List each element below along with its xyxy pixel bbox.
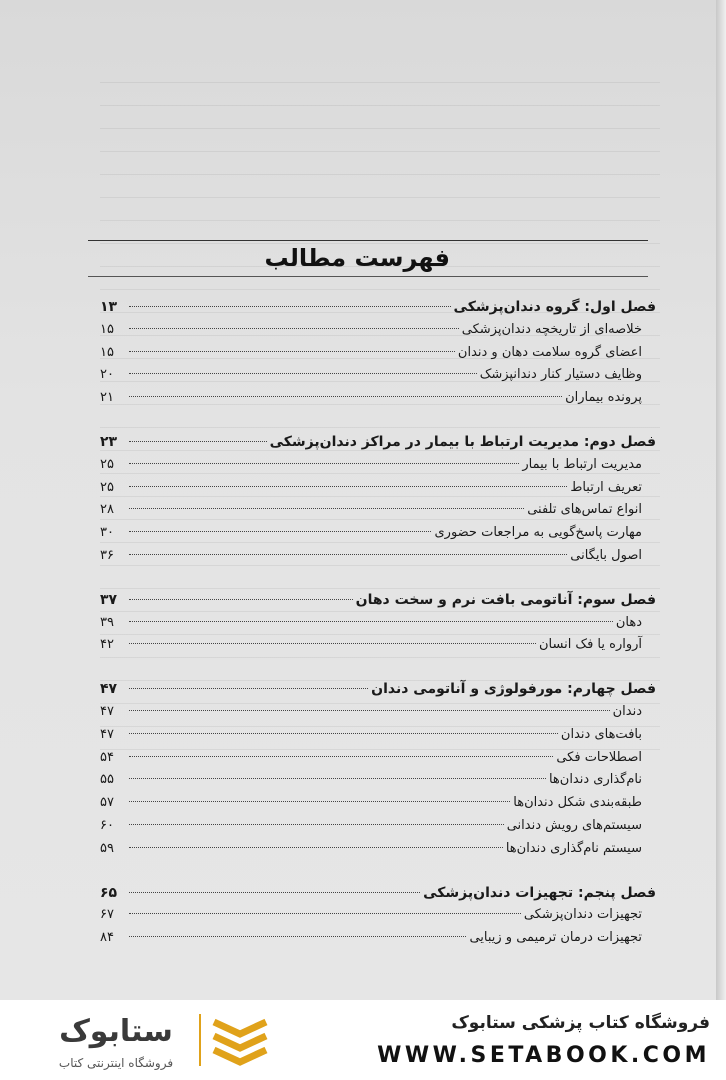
section-row[interactable] [100, 815, 656, 838]
chapter-title: فصل سوم: آناتومی بافت نرم و سخت دهان [355, 591, 656, 608]
page-number: ۱۳ [100, 299, 118, 315]
section-row[interactable] [100, 634, 656, 657]
section-row[interactable] [100, 724, 656, 747]
section-row[interactable] [100, 454, 656, 477]
store-logo-subtitle: فروشگاه اینترنتی کتاب [58, 1056, 174, 1070]
section-title: دهان [615, 614, 642, 630]
toc-title: فهرست مطالب [264, 244, 450, 272]
page-number: ۳۷ [100, 591, 118, 608]
chapter-title: فصل اول: گروه دندان‌پزشکی [453, 299, 656, 315]
section-row[interactable] [100, 747, 656, 770]
dot-leader [129, 709, 610, 711]
section-title: نام‌گذاری دندان‌ها [548, 772, 642, 788]
page-number: ۳۰ [100, 525, 114, 541]
section-title: تعریف ارتباط [570, 479, 642, 495]
page-number: ۴۲ [100, 637, 114, 653]
chapter-row[interactable] [100, 678, 656, 701]
page-number: ۲۸ [100, 502, 114, 518]
dot-leader [129, 755, 553, 757]
dot-leader [129, 507, 524, 509]
page-number: ۲۰ [100, 367, 114, 383]
store-logo-wordmark[interactable]: ستابوک [59, 1014, 173, 1049]
dot-leader [129, 891, 420, 893]
dot-leader [129, 687, 368, 689]
dot-leader [129, 327, 459, 329]
page-number: ۴۷ [100, 681, 118, 698]
section-row[interactable] [100, 477, 656, 500]
page-number: ۲۱ [100, 390, 114, 406]
section-row[interactable] [100, 927, 656, 950]
store-url-link[interactable]: WWW.SETABOOK.COM [377, 1043, 710, 1068]
page-number: ۱۵ [100, 321, 114, 337]
page-number: ۲۵ [100, 479, 114, 495]
dot-leader [129, 620, 613, 622]
page-number: ۱۵ [100, 344, 114, 360]
section-title: بافت‌های دندان [560, 726, 642, 742]
section-row[interactable] [100, 342, 656, 365]
dot-leader [129, 350, 455, 352]
section-title: تجهیزات دندان‌پزشکی [523, 907, 642, 923]
dot-leader [129, 642, 536, 644]
section-title: دندان [612, 703, 642, 719]
dot-leader [129, 462, 519, 464]
chapter-group [100, 431, 656, 568]
title-rule-bottom [88, 276, 648, 277]
dot-leader [129, 553, 567, 555]
section-row[interactable] [100, 387, 656, 410]
table-of-contents [100, 296, 656, 971]
dot-leader [129, 846, 503, 848]
chapter-title: فصل پنجم: تجهیزات دندان‌پزشکی [423, 884, 656, 901]
dot-leader [129, 800, 510, 802]
page-edge-shadow [716, 0, 726, 1000]
section-title: طبقه‌بندی شکل دندان‌ها [513, 795, 642, 811]
page-number: ۶۵ [100, 884, 118, 901]
section-title: اعضای گروه سلامت دهان و دندان [457, 344, 642, 360]
dot-leader [129, 598, 353, 600]
chapter-group [100, 296, 656, 410]
section-title: انواع تماس‌های تلفنی [527, 502, 642, 518]
dot-leader [129, 485, 567, 487]
dot-leader [129, 732, 558, 734]
page-number: ۲۳ [100, 433, 118, 450]
chapter-group [100, 882, 656, 950]
chapter-row[interactable] [100, 882, 656, 905]
store-banner [0, 1000, 726, 1080]
dot-leader [129, 372, 477, 374]
section-title: خلاصه‌ای از تاریخچه دندان‌پزشکی [461, 321, 642, 337]
dot-leader [129, 440, 267, 442]
section-row[interactable] [100, 499, 656, 522]
page-number: ۳۹ [100, 614, 114, 630]
page-number: ۴۷ [100, 703, 114, 719]
page-number: ۵۷ [100, 795, 114, 811]
dot-leader [129, 305, 451, 307]
section-row[interactable] [100, 364, 656, 387]
dot-leader [129, 823, 504, 825]
section-title: سیستم‌های رویش دندانی [506, 817, 642, 833]
book-stack-logo-icon [208, 1014, 272, 1068]
section-row[interactable] [100, 612, 656, 635]
section-row[interactable] [100, 792, 656, 815]
page-number: ۵۹ [100, 840, 114, 856]
section-row[interactable] [100, 701, 656, 724]
store-name: فروشگاه کتاب پزشکی ستابوک [451, 1013, 710, 1033]
page-number: ۵۴ [100, 749, 114, 765]
section-row[interactable] [100, 904, 656, 927]
section-title: مدیریت ارتباط با بیمار [522, 456, 642, 472]
section-row[interactable] [100, 838, 656, 861]
dot-leader [129, 912, 521, 914]
section-row[interactable] [100, 522, 656, 545]
section-title: اصول بایگانی [570, 547, 642, 563]
page-number: ۸۴ [100, 930, 114, 946]
chapter-title: فصل دوم: مدیریت ارتباط با بیمار در مراکز دندان‌پزشکی [269, 433, 656, 450]
chapter-group [100, 678, 656, 860]
page-number: ۳۶ [100, 547, 114, 563]
section-title: سیستم نام‌گذاری دندان‌ها [505, 840, 642, 856]
chapter-title: فصل چهارم: مورفولوژی و آناتومی دندان [371, 681, 656, 698]
page-number: ۵۵ [100, 772, 114, 788]
page-number: ۴۷ [100, 726, 114, 742]
chapter-row[interactable] [100, 589, 656, 612]
section-row[interactable] [100, 545, 656, 568]
page-number: ۶۰ [100, 817, 114, 833]
dot-leader [129, 530, 431, 532]
section-title: آرواره یا فک انسان [538, 637, 642, 653]
dot-leader [129, 395, 562, 397]
section-row[interactable] [100, 769, 656, 792]
section-title: وظایف دستیار کنار دندانپزشک [479, 367, 642, 383]
chapter-group [100, 589, 656, 657]
page-number: ۶۷ [100, 907, 114, 923]
page-number: ۲۵ [100, 456, 114, 472]
logo-divider [199, 1014, 201, 1066]
section-title: اصطلاحات فکی [556, 749, 642, 765]
section-row[interactable] [100, 319, 656, 342]
chapter-row[interactable] [100, 296, 656, 319]
section-title: مهارت پاسخ‌گویی به مراجعات حضوری [434, 525, 642, 541]
chapter-row[interactable] [100, 431, 656, 454]
dot-leader [129, 935, 466, 937]
section-title: تجهیزات درمان ترمیمی و زیبایی [469, 930, 642, 946]
section-title: پرونده بیماران [565, 390, 642, 406]
dot-leader [129, 777, 546, 779]
